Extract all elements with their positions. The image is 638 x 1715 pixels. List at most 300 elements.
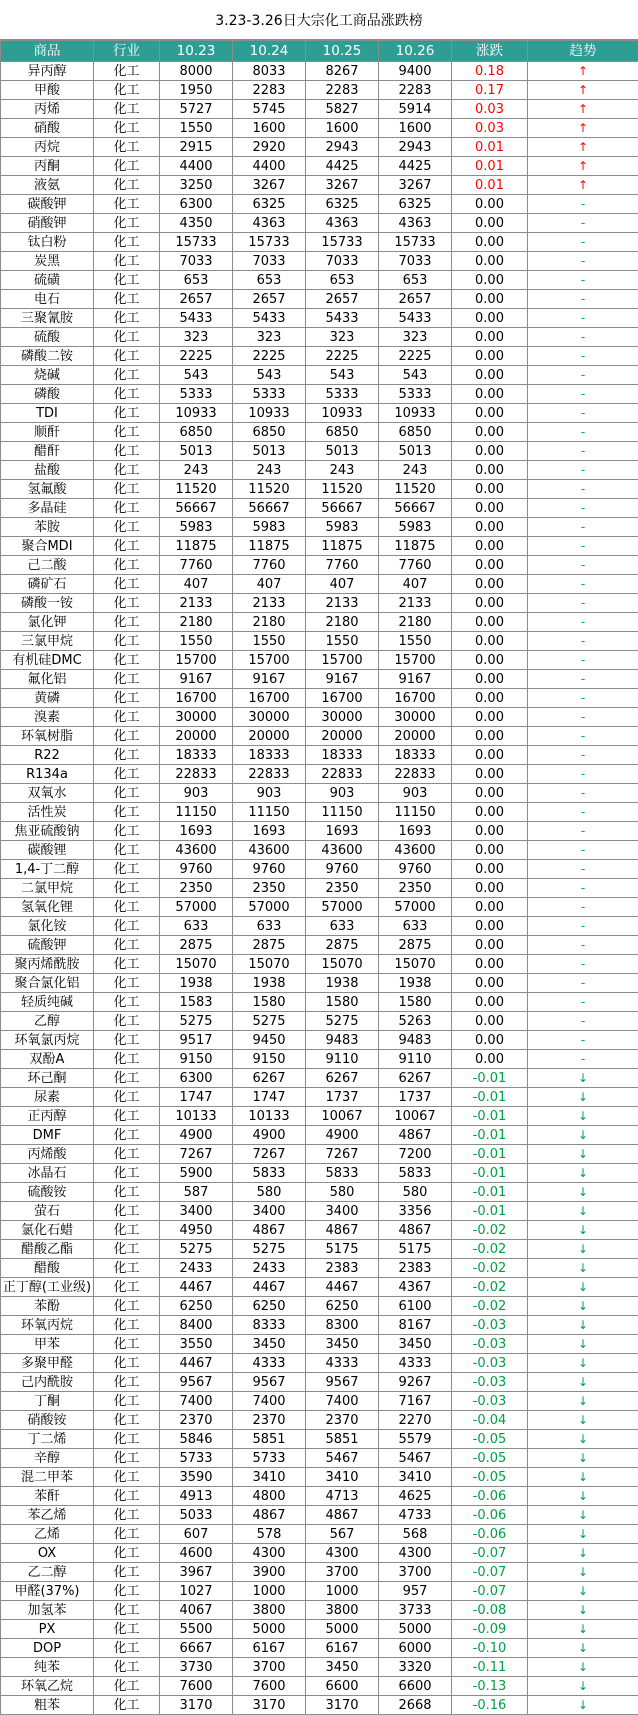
industry-cell: 化工 xyxy=(94,1658,160,1677)
industry-cell: 化工 xyxy=(94,1126,160,1145)
price-1024-cell: 2920 xyxy=(233,138,306,157)
commodity-cell: 硝酸钾 xyxy=(1,214,94,233)
table-row xyxy=(1,1354,638,1373)
table-row xyxy=(1,1259,638,1278)
price-1023-cell: 4600 xyxy=(160,1544,233,1563)
price-1024-cell: 5851 xyxy=(233,1430,306,1449)
change-cell: 0.00 xyxy=(452,632,528,651)
change-cell: -0.07 xyxy=(452,1544,528,1563)
price-1024-cell: 10933 xyxy=(233,404,306,423)
commodity-cell: 苯乙烯 xyxy=(1,1506,94,1525)
header-date-1: 10.23 xyxy=(160,41,233,62)
price-1025-cell: 4467 xyxy=(306,1278,379,1297)
price-1025-cell: 5013 xyxy=(306,442,379,461)
price-1025-cell: 10067 xyxy=(306,1107,379,1126)
price-1024-cell: 11150 xyxy=(233,803,306,822)
price-1026-cell: 9400 xyxy=(379,62,452,81)
trend-cell: - xyxy=(528,765,638,784)
trend-cell: ↑ xyxy=(528,157,638,176)
change-cell: -0.01 xyxy=(452,1183,528,1202)
price-1025-cell: 15700 xyxy=(306,651,379,670)
table-row xyxy=(1,423,638,442)
price-1023-cell: 3730 xyxy=(160,1658,233,1677)
commodity-cell: 碳酸锂 xyxy=(1,841,94,860)
industry-cell: 化工 xyxy=(94,1164,160,1183)
table-row xyxy=(1,1050,638,1069)
table-row xyxy=(1,879,638,898)
price-1024-cell: 4867 xyxy=(233,1506,306,1525)
industry-cell: 化工 xyxy=(94,1449,160,1468)
price-1025-cell: 1737 xyxy=(306,1088,379,1107)
table-row xyxy=(1,1582,638,1601)
price-1024-cell: 7267 xyxy=(233,1145,306,1164)
price-1025-cell: 4333 xyxy=(306,1354,379,1373)
price-1025-cell: 2657 xyxy=(306,290,379,309)
price-1025-cell: 5175 xyxy=(306,1240,379,1259)
commodity-cell: 钛白粉 xyxy=(1,233,94,252)
price-1026-cell: 580 xyxy=(379,1183,452,1202)
table-row xyxy=(1,1069,638,1088)
commodity-cell: 甲醛(37%) xyxy=(1,1582,94,1601)
price-1023-cell: 7600 xyxy=(160,1677,233,1696)
price-1025-cell: 5467 xyxy=(306,1449,379,1468)
industry-cell: 化工 xyxy=(94,1031,160,1050)
table-row xyxy=(1,1620,638,1639)
price-1023-cell: 903 xyxy=(160,784,233,803)
price-1026-cell: 5263 xyxy=(379,1012,452,1031)
change-cell: 0.00 xyxy=(452,347,528,366)
change-cell: 0.18 xyxy=(452,62,528,81)
industry-cell: 化工 xyxy=(94,556,160,575)
trend-cell: - xyxy=(528,822,638,841)
price-1025-cell: 9567 xyxy=(306,1373,379,1392)
commodity-cell: R22 xyxy=(1,746,94,765)
trend-cell: - xyxy=(528,955,638,974)
price-1023-cell: 9150 xyxy=(160,1050,233,1069)
industry-cell: 化工 xyxy=(94,936,160,955)
price-1026-cell: 9267 xyxy=(379,1373,452,1392)
change-cell: 0.00 xyxy=(452,575,528,594)
commodity-cell: 环氧乙烷 xyxy=(1,1677,94,1696)
price-1023-cell: 1938 xyxy=(160,974,233,993)
change-cell: 0.00 xyxy=(452,423,528,442)
trend-cell: ↑ xyxy=(528,100,638,119)
price-1023-cell: 10933 xyxy=(160,404,233,423)
trend-cell: ↓ xyxy=(528,1221,638,1240)
change-cell: 0.01 xyxy=(452,138,528,157)
price-1024-cell: 407 xyxy=(233,575,306,594)
price-1026-cell: 56667 xyxy=(379,499,452,518)
trend-cell: - xyxy=(528,879,638,898)
price-1025-cell: 11150 xyxy=(306,803,379,822)
price-1026-cell: 6325 xyxy=(379,195,452,214)
change-cell: 0.00 xyxy=(452,708,528,727)
table-row xyxy=(1,1107,638,1126)
commodity-cell: OX xyxy=(1,1544,94,1563)
price-1024-cell: 7600 xyxy=(233,1677,306,1696)
price-1024-cell: 5745 xyxy=(233,100,306,119)
price-1025-cell: 243 xyxy=(306,461,379,480)
price-1026-cell: 5013 xyxy=(379,442,452,461)
price-1023-cell: 543 xyxy=(160,366,233,385)
industry-cell: 化工 xyxy=(94,613,160,632)
price-1026-cell: 2943 xyxy=(379,138,452,157)
table-row xyxy=(1,613,638,632)
price-1024-cell: 18333 xyxy=(233,746,306,765)
change-cell: 0.00 xyxy=(452,537,528,556)
price-1025-cell: 4363 xyxy=(306,214,379,233)
trend-cell: ↑ xyxy=(528,81,638,100)
price-1026-cell: 9167 xyxy=(379,670,452,689)
trend-cell: - xyxy=(528,404,638,423)
price-1023-cell: 20000 xyxy=(160,727,233,746)
price-1025-cell: 7267 xyxy=(306,1145,379,1164)
change-cell: 0.00 xyxy=(452,366,528,385)
price-1025-cell: 9483 xyxy=(306,1031,379,1050)
price-1025-cell: 20000 xyxy=(306,727,379,746)
table-row xyxy=(1,1506,638,1525)
change-cell: -0.07 xyxy=(452,1582,528,1601)
change-cell: 0.00 xyxy=(452,404,528,423)
table-row xyxy=(1,765,638,784)
table-row xyxy=(1,461,638,480)
commodity-cell: 焦亚硫酸钠 xyxy=(1,822,94,841)
price-1025-cell: 580 xyxy=(306,1183,379,1202)
industry-cell: 化工 xyxy=(94,214,160,233)
trend-cell: ↓ xyxy=(528,1430,638,1449)
change-cell: 0.00 xyxy=(452,480,528,499)
trend-cell: - xyxy=(528,670,638,689)
price-1024-cell: 9567 xyxy=(233,1373,306,1392)
price-1023-cell: 4900 xyxy=(160,1126,233,1145)
price-1024-cell: 9760 xyxy=(233,860,306,879)
table-row xyxy=(1,1240,638,1259)
change-cell: 0.01 xyxy=(452,176,528,195)
price-1026-cell: 5467 xyxy=(379,1449,452,1468)
price-1023-cell: 6850 xyxy=(160,423,233,442)
price-1024-cell: 633 xyxy=(233,917,306,936)
change-cell: 0.00 xyxy=(452,613,528,632)
price-1024-cell: 4900 xyxy=(233,1126,306,1145)
commodity-cell: 聚合氯化铝 xyxy=(1,974,94,993)
industry-cell: 化工 xyxy=(94,309,160,328)
price-1023-cell: 5983 xyxy=(160,518,233,537)
commodity-cell: 正丙醇 xyxy=(1,1107,94,1126)
price-1025-cell: 6600 xyxy=(306,1677,379,1696)
price-1024-cell: 3800 xyxy=(233,1601,306,1620)
price-1026-cell: 3450 xyxy=(379,1335,452,1354)
trend-cell: - xyxy=(528,632,638,651)
price-1026-cell: 7167 xyxy=(379,1392,452,1411)
commodity-cell: 丙烯酸 xyxy=(1,1145,94,1164)
table-row xyxy=(1,1031,638,1050)
price-1024-cell: 578 xyxy=(233,1525,306,1544)
price-1024-cell: 56667 xyxy=(233,499,306,518)
trend-cell: - xyxy=(528,746,638,765)
industry-cell: 化工 xyxy=(94,81,160,100)
change-cell: -0.02 xyxy=(452,1240,528,1259)
price-1025-cell: 10933 xyxy=(306,404,379,423)
trend-cell: ↓ xyxy=(528,1487,638,1506)
change-cell: 0.03 xyxy=(452,119,528,138)
price-1026-cell: 5833 xyxy=(379,1164,452,1183)
table-row xyxy=(1,556,638,575)
change-cell: 0.00 xyxy=(452,518,528,537)
change-cell: -0.01 xyxy=(452,1107,528,1126)
price-1026-cell: 4625 xyxy=(379,1487,452,1506)
price-1025-cell: 543 xyxy=(306,366,379,385)
table-row xyxy=(1,860,638,879)
table-row xyxy=(1,195,638,214)
change-cell: -0.05 xyxy=(452,1430,528,1449)
change-cell: 0.00 xyxy=(452,385,528,404)
price-1025-cell: 2350 xyxy=(306,879,379,898)
header-commodity: 商品 xyxy=(1,41,94,62)
table-row xyxy=(1,271,638,290)
commodity-cell: 甲酸 xyxy=(1,81,94,100)
price-1025-cell: 653 xyxy=(306,271,379,290)
price-1026-cell: 18333 xyxy=(379,746,452,765)
header-industry: 行业 xyxy=(94,41,160,62)
price-1026-cell: 4333 xyxy=(379,1354,452,1373)
trend-cell: ↓ xyxy=(528,1164,638,1183)
table-row xyxy=(1,1126,638,1145)
industry-cell: 化工 xyxy=(94,1525,160,1544)
price-1024-cell: 2875 xyxy=(233,936,306,955)
price-1023-cell: 7267 xyxy=(160,1145,233,1164)
price-1024-cell: 43600 xyxy=(233,841,306,860)
commodity-cell: R134a xyxy=(1,765,94,784)
price-1023-cell: 9517 xyxy=(160,1031,233,1050)
price-1023-cell: 5333 xyxy=(160,385,233,404)
change-cell: 0.00 xyxy=(452,328,528,347)
table-row xyxy=(1,1335,638,1354)
trend-cell: - xyxy=(528,841,638,860)
industry-cell: 化工 xyxy=(94,252,160,271)
price-1023-cell: 3250 xyxy=(160,176,233,195)
price-1024-cell: 6267 xyxy=(233,1069,306,1088)
trend-cell: - xyxy=(528,271,638,290)
change-cell: -0.05 xyxy=(452,1468,528,1487)
table-row xyxy=(1,708,638,727)
header-date-3: 10.25 xyxy=(306,41,379,62)
price-1026-cell: 4867 xyxy=(379,1126,452,1145)
commodity-cell: DMF xyxy=(1,1126,94,1145)
price-1025-cell: 22833 xyxy=(306,765,379,784)
price-1026-cell: 11150 xyxy=(379,803,452,822)
industry-cell: 化工 xyxy=(94,1506,160,1525)
price-1025-cell: 3450 xyxy=(306,1658,379,1677)
trend-cell: - xyxy=(528,233,638,252)
price-1023-cell: 3170 xyxy=(160,1696,233,1715)
industry-cell: 化工 xyxy=(94,290,160,309)
trend-cell: - xyxy=(528,366,638,385)
commodity-cell: 三氯甲烷 xyxy=(1,632,94,651)
change-cell: 0.03 xyxy=(452,100,528,119)
price-1024-cell: 4400 xyxy=(233,157,306,176)
commodity-cell: 乙二醇 xyxy=(1,1563,94,1582)
change-cell: 0.00 xyxy=(452,594,528,613)
change-cell: 0.00 xyxy=(452,499,528,518)
industry-cell: 化工 xyxy=(94,1012,160,1031)
price-1025-cell: 1693 xyxy=(306,822,379,841)
price-1023-cell: 6300 xyxy=(160,195,233,214)
price-1026-cell: 3700 xyxy=(379,1563,452,1582)
price-1024-cell: 5013 xyxy=(233,442,306,461)
change-cell: -0.01 xyxy=(452,1145,528,1164)
price-1023-cell: 5846 xyxy=(160,1430,233,1449)
price-1026-cell: 5579 xyxy=(379,1430,452,1449)
trend-cell: - xyxy=(528,423,638,442)
change-cell: -0.02 xyxy=(452,1259,528,1278)
commodity-cell: 双氧水 xyxy=(1,784,94,803)
price-1024-cell: 3170 xyxy=(233,1696,306,1715)
price-1026-cell: 9483 xyxy=(379,1031,452,1050)
trend-cell: - xyxy=(528,518,638,537)
price-1023-cell: 2657 xyxy=(160,290,233,309)
change-cell: -0.02 xyxy=(452,1297,528,1316)
industry-cell: 化工 xyxy=(94,1696,160,1715)
commodity-cell: 轻质纯碱 xyxy=(1,993,94,1012)
price-1025-cell: 2133 xyxy=(306,594,379,613)
table-row xyxy=(1,119,638,138)
price-1025-cell: 2370 xyxy=(306,1411,379,1430)
price-1026-cell: 7760 xyxy=(379,556,452,575)
price-1024-cell: 5275 xyxy=(233,1240,306,1259)
change-cell: 0.00 xyxy=(452,1031,528,1050)
price-1023-cell: 10133 xyxy=(160,1107,233,1126)
industry-cell: 化工 xyxy=(94,1335,160,1354)
table-row xyxy=(1,575,638,594)
industry-cell: 化工 xyxy=(94,404,160,423)
price-1024-cell: 903 xyxy=(233,784,306,803)
commodity-cell: 硫磺 xyxy=(1,271,94,290)
price-1024-cell: 2133 xyxy=(233,594,306,613)
trend-cell: ↓ xyxy=(528,1259,638,1278)
price-1023-cell: 56667 xyxy=(160,499,233,518)
price-1025-cell: 11520 xyxy=(306,480,379,499)
price-1025-cell: 16700 xyxy=(306,689,379,708)
price-1026-cell: 5333 xyxy=(379,385,452,404)
change-cell: -0.09 xyxy=(452,1620,528,1639)
industry-cell: 化工 xyxy=(94,898,160,917)
trend-cell: ↓ xyxy=(528,1392,638,1411)
change-cell: -0.04 xyxy=(452,1411,528,1430)
price-1025-cell: 5275 xyxy=(306,1012,379,1031)
price-1023-cell: 5275 xyxy=(160,1240,233,1259)
price-1026-cell: 1938 xyxy=(379,974,452,993)
change-cell: -0.10 xyxy=(452,1639,528,1658)
price-1026-cell: 4367 xyxy=(379,1278,452,1297)
industry-cell: 化工 xyxy=(94,708,160,727)
commodity-cell: 异丙醇 xyxy=(1,62,94,81)
price-1023-cell: 587 xyxy=(160,1183,233,1202)
trend-cell: ↑ xyxy=(528,62,638,81)
change-cell: 0.00 xyxy=(452,898,528,917)
table-row xyxy=(1,1601,638,1620)
commodity-cell: 苯酐 xyxy=(1,1487,94,1506)
change-cell: 0.00 xyxy=(452,765,528,784)
price-1023-cell: 11150 xyxy=(160,803,233,822)
price-1026-cell: 323 xyxy=(379,328,452,347)
industry-cell: 化工 xyxy=(94,1582,160,1601)
trend-cell: - xyxy=(528,1012,638,1031)
table-row xyxy=(1,347,638,366)
price-1026-cell: 568 xyxy=(379,1525,452,1544)
change-cell: -0.01 xyxy=(452,1126,528,1145)
trend-cell: ↓ xyxy=(528,1183,638,1202)
price-1023-cell: 1950 xyxy=(160,81,233,100)
commodity-cell: 丙烷 xyxy=(1,138,94,157)
price-1025-cell: 30000 xyxy=(306,708,379,727)
industry-cell: 化工 xyxy=(94,917,160,936)
change-cell: 0.01 xyxy=(452,157,528,176)
price-1026-cell: 1550 xyxy=(379,632,452,651)
price-1026-cell: 3356 xyxy=(379,1202,452,1221)
price-1023-cell: 4467 xyxy=(160,1354,233,1373)
price-1025-cell: 2943 xyxy=(306,138,379,157)
change-cell: 0.00 xyxy=(452,271,528,290)
header-trend: 趋势 xyxy=(528,41,638,62)
table-row xyxy=(1,936,638,955)
change-cell: -0.02 xyxy=(452,1278,528,1297)
industry-cell: 化工 xyxy=(94,1297,160,1316)
price-1026-cell: 6267 xyxy=(379,1069,452,1088)
industry-cell: 化工 xyxy=(94,461,160,480)
commodity-cell: 乙烯 xyxy=(1,1525,94,1544)
price-1026-cell: 1600 xyxy=(379,119,452,138)
trend-cell: - xyxy=(528,993,638,1012)
change-cell: -0.13 xyxy=(452,1677,528,1696)
price-1026-cell: 8167 xyxy=(379,1316,452,1335)
commodity-cell: 甲苯 xyxy=(1,1335,94,1354)
price-1025-cell: 1000 xyxy=(306,1582,379,1601)
price-1025-cell: 6850 xyxy=(306,423,379,442)
header-change: 涨跌 xyxy=(452,41,528,62)
price-1023-cell: 43600 xyxy=(160,841,233,860)
change-cell: -0.16 xyxy=(452,1696,528,1715)
trend-cell: ↓ xyxy=(528,1316,638,1335)
price-1023-cell: 8000 xyxy=(160,62,233,81)
price-1024-cell: 1747 xyxy=(233,1088,306,1107)
price-1024-cell: 323 xyxy=(233,328,306,347)
table-row xyxy=(1,1164,638,1183)
price-1023-cell: 5727 xyxy=(160,100,233,119)
commodity-cell: 纯苯 xyxy=(1,1658,94,1677)
trend-cell: ↓ xyxy=(528,1506,638,1525)
price-1025-cell: 18333 xyxy=(306,746,379,765)
commodity-cell: 萤石 xyxy=(1,1202,94,1221)
trend-cell: - xyxy=(528,784,638,803)
table-row xyxy=(1,290,638,309)
commodity-cell: 硫酸钾 xyxy=(1,936,94,955)
change-cell: 0.00 xyxy=(452,879,528,898)
commodity-cell: 正丁醇(工业级) xyxy=(1,1278,94,1297)
price-1026-cell: 2180 xyxy=(379,613,452,632)
trend-cell: - xyxy=(528,803,638,822)
trend-cell: - xyxy=(528,347,638,366)
price-1024-cell: 6850 xyxy=(233,423,306,442)
table-row xyxy=(1,138,638,157)
price-1024-cell: 653 xyxy=(233,271,306,290)
trend-cell: - xyxy=(528,575,638,594)
price-1026-cell: 6100 xyxy=(379,1297,452,1316)
commodity-cell: 氢氧化锂 xyxy=(1,898,94,917)
table-row xyxy=(1,1677,638,1696)
industry-cell: 化工 xyxy=(94,879,160,898)
price-1026-cell: 243 xyxy=(379,461,452,480)
price-1025-cell: 4300 xyxy=(306,1544,379,1563)
